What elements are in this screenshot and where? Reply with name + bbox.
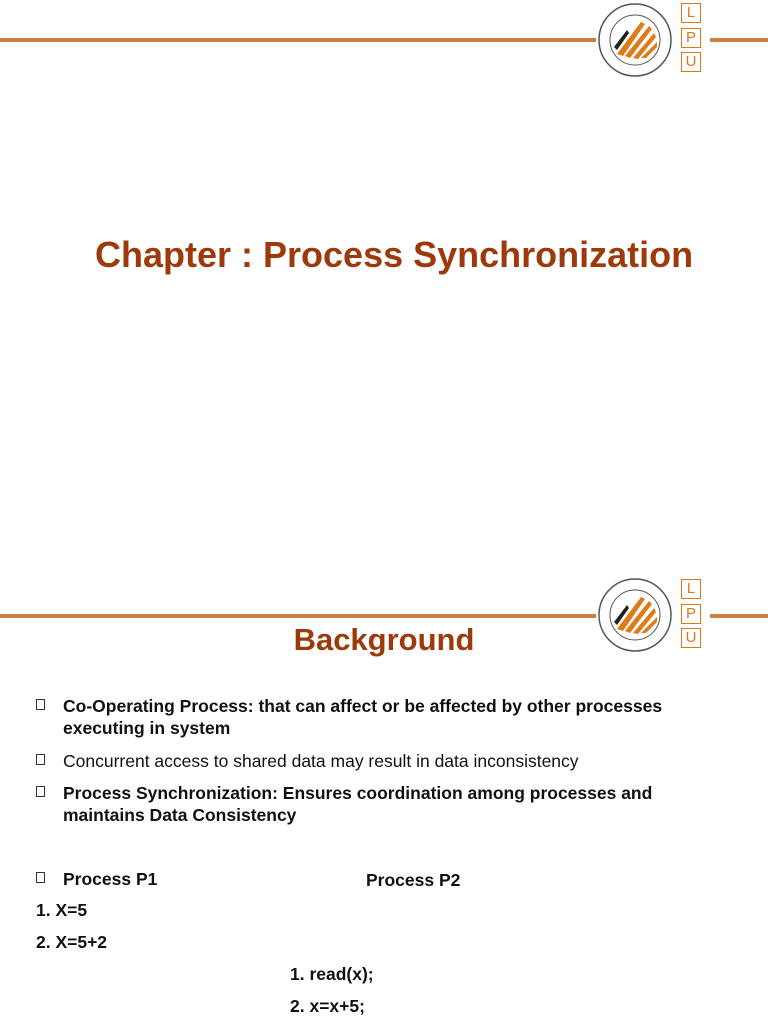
bullet-text: Concurrent access to shared data may result in data inconsistency: [63, 751, 579, 771]
header-rule-left: [0, 614, 596, 618]
header-rule-right: [710, 614, 768, 618]
logo-letter-u: U: [681, 52, 701, 72]
logo-letter-u: U: [681, 628, 701, 648]
process-p2-label: Process P2: [366, 870, 461, 890]
bullet-text: Co-Operating Process: that can affect or be affected by other processes executing in system: [63, 696, 663, 738]
logo-letter-l: L: [681, 579, 701, 599]
header-rule-right: [710, 38, 768, 42]
process-p1-label: Process P1: [63, 869, 158, 889]
logo-letter-l: L: [681, 3, 701, 23]
bullet-marker-icon: [36, 699, 45, 710]
p2-step: 1. read(x);: [290, 964, 374, 984]
bullet-text: Process Synchronization: Ensures coordination among processes and maintains Data Consistency: [63, 783, 653, 825]
header-rule-left: [0, 38, 596, 42]
bullet-marker-icon: [36, 754, 45, 765]
p1-step: 1. X=5: [36, 900, 88, 920]
logo-letter-p: P: [681, 28, 701, 48]
bullet-marker-icon: [36, 872, 45, 883]
p2-step: 2. x=x+5;: [290, 996, 365, 1016]
bullet-marker-icon: [36, 786, 45, 797]
chapter-title: Chapter : Process Synchronization: [95, 234, 694, 275]
slide-title: Background: [293, 622, 475, 657]
slide-background: [0, 576, 768, 1024]
p1-step: 2. X=5+2: [36, 932, 108, 952]
logo-letter-p: P: [681, 604, 701, 624]
university-seal-icon: [597, 2, 673, 78]
